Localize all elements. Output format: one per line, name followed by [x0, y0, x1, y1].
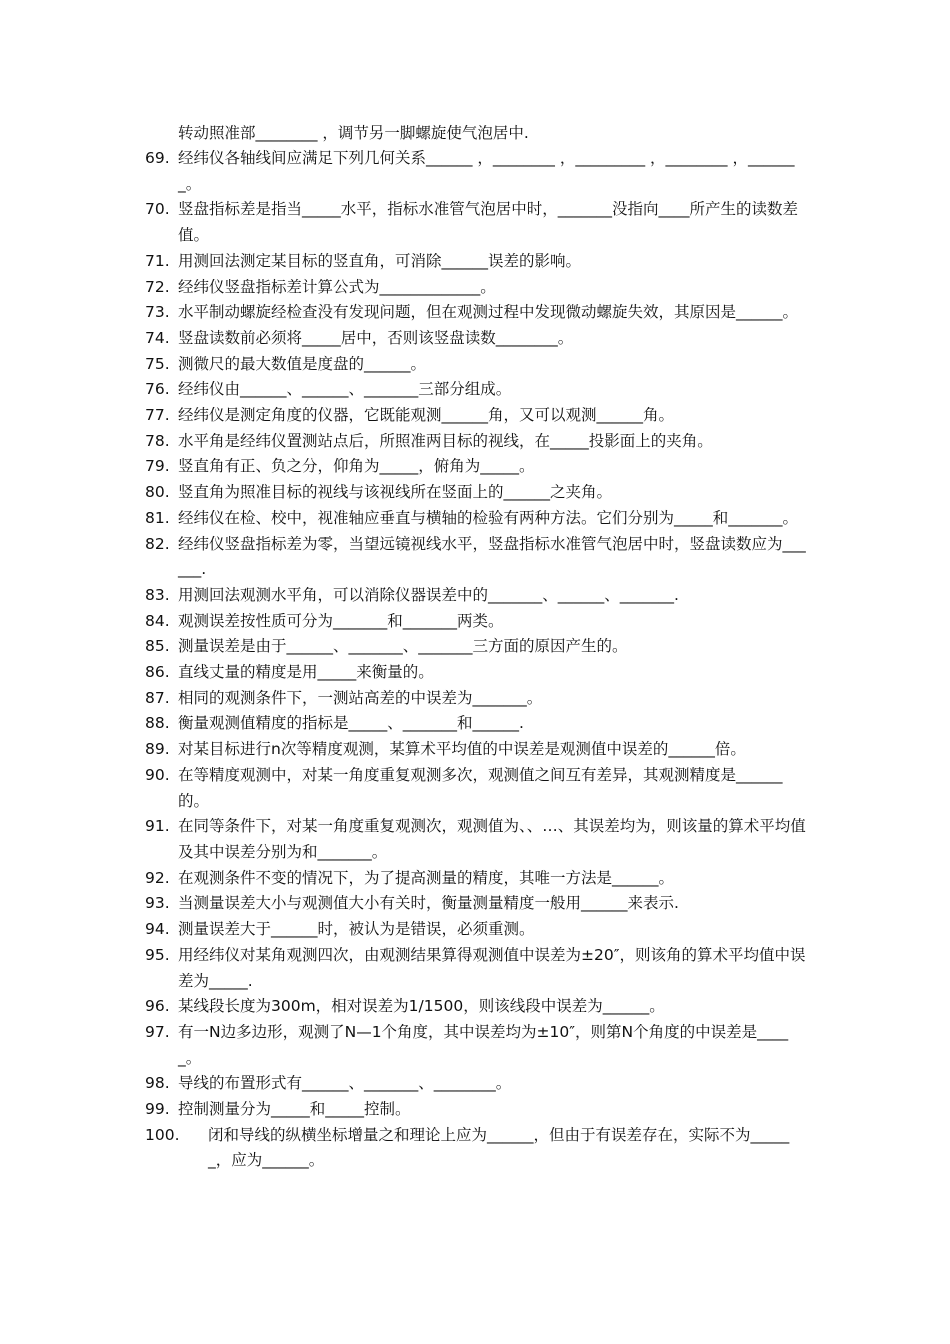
- question-item: [0, 634, 808, 660]
- question-text: 导线的布置形式有______、_______、________。: [178, 1074, 512, 1093]
- question-item: [0, 891, 808, 917]
- question-number: 87.: [145, 688, 170, 707]
- question-text: 闭和导线的纵横坐标增量之和理论上应为______，但由于有误差存在，实际不为______，应为______。: [208, 1125, 790, 1170]
- question-item: [0, 403, 808, 429]
- question-item: [0, 943, 808, 994]
- question-item: [0, 326, 808, 352]
- question-text: 水平制动螺旋经检查没有发现问题，但在观测过程中发现微动螺旋失效，其原因是______。: [178, 303, 799, 322]
- question-text: 竖直角为照准目标的视线与该视线所在竖面上的______之夹角。: [178, 483, 613, 502]
- question-number: 89.: [145, 740, 170, 759]
- question-item: [0, 352, 808, 378]
- question-item: [0, 1071, 808, 1097]
- question-item: [0, 300, 808, 326]
- question-item: [0, 994, 808, 1020]
- question-item: [0, 1020, 808, 1071]
- question-number: 83.: [145, 585, 170, 604]
- question-number: 75.: [145, 354, 170, 373]
- question-item: [0, 686, 808, 712]
- question-text: 在等精度观测中，对某一角度重复观测多次，观测值之间互有差异，其观测精度是______的。: [178, 765, 783, 810]
- question-number: 98.: [145, 1074, 170, 1093]
- question-text: 竖直角有正、负之分，仰角为_____，俯角为_____。: [178, 457, 535, 476]
- question-number: 99.: [145, 1100, 170, 1119]
- question-item: [0, 275, 808, 301]
- question-item: [0, 583, 808, 609]
- question-text: 测量误差大于______时，被认为是错误，必须重测。: [178, 920, 535, 939]
- question-item: [0, 711, 808, 737]
- question-item: [0, 737, 808, 763]
- question-number: 69.: [145, 149, 170, 167]
- question-item: [0, 454, 808, 480]
- question-item: [0, 146, 808, 197]
- continued-line: 转动照准部________ ，调节另一脚螺旋使气泡居中.: [178, 124, 529, 142]
- question-text: 经纬仪由______、______、_______三部分组成。: [178, 380, 512, 399]
- question-text: 经纬仪竖盘指标差计算公式为_____________。: [178, 277, 496, 296]
- question-text: 用经纬仪对某角观测四次，由观测结果算得观测值中误差为±20″，则该角的算术平均值中误差为_____.: [178, 945, 806, 990]
- question-number: 76.: [145, 380, 170, 399]
- question-number: 86.: [145, 663, 170, 682]
- question-number: 78.: [145, 431, 170, 450]
- question-text: 经纬仪在检、校中，视准轴应垂直与横轴的检验有两种方法。它们分别为_____和_______。: [178, 508, 799, 527]
- question-text: 相同的观测条件下，一测站高差的中误差为_______。: [178, 688, 543, 707]
- question-number: 97.: [145, 1022, 170, 1041]
- question-number: 96.: [145, 997, 170, 1016]
- question-item: [0, 814, 808, 865]
- question-text: 竖盘指标差是指当_____水平，指标水准管气泡居中时，_______没指向____所产生的读数差值。: [178, 200, 799, 245]
- question-text: 测微尺的最大数值是度盘的______。: [178, 354, 427, 373]
- question-number: 93.: [145, 894, 170, 913]
- question-text: 水平角是经纬仪置测站点后，所照准两目标的视线，在_____投影面上的夹角。: [178, 431, 713, 450]
- question-text: 经纬仪竖盘指标差为零，当望远镜视线水平，竖盘指标水准管气泡居中时，竖盘读数应为______.: [178, 534, 806, 579]
- question-item: [0, 1097, 808, 1123]
- question-item: [0, 866, 808, 892]
- question-text: 当测量误差大小与观测值大小有关时，衡量测量精度一般用______来表示.: [178, 894, 679, 913]
- question-text: 经纬仪是测定角度的仪器，它既能观测______角，又可以观测______角。: [178, 406, 675, 425]
- question-item: [0, 532, 808, 583]
- question-text: 竖盘读数前必须将_____居中，否则该竖盘读数________。: [178, 328, 574, 347]
- question-text: 测量误差是由于______、_______、_______三方面的原因产生的。: [178, 637, 628, 656]
- question-number: 81.: [145, 508, 170, 527]
- question-text: 某线段长度为300m，相对误差为1/1500，则该线段中误差为______。: [178, 997, 665, 1016]
- question-number: 79.: [145, 457, 170, 476]
- question-number: 100.: [145, 1125, 180, 1144]
- question-item: [0, 660, 808, 686]
- question-text: 经纬仪各轴线间应满足下列几何关系______ ，________ ，_________ ，________ ，_______。: [178, 149, 795, 193]
- question-text: 对某目标进行n次等精度观测，某算术平均值的中误差是观测值中误差的______倍。: [178, 740, 746, 759]
- question-number: 73.: [145, 303, 170, 322]
- question-text: 在观测条件不变的情况下，为了提高测量的精度，其唯一方法是______。: [178, 868, 675, 887]
- question-item: [0, 763, 808, 814]
- question-item: [0, 1123, 808, 1174]
- question-text: 用测回法观测水平角，可以消除仪器误差中的_______、______、_______.: [178, 585, 679, 604]
- question-number: 70.: [145, 200, 170, 219]
- question-text: 控制测量分为_____和_____控制。: [178, 1100, 411, 1119]
- question-number: 77.: [145, 406, 170, 425]
- question-text: 观测误差按性质可分为_______和_______两类。: [178, 611, 504, 630]
- question-number: 72.: [145, 277, 170, 296]
- question-list: [0, 146, 950, 1174]
- question-item: [0, 480, 808, 506]
- question-item: [0, 609, 808, 635]
- question-item: [0, 917, 808, 943]
- question-item: [0, 249, 808, 275]
- question-item: [0, 197, 808, 248]
- question-number: 85.: [145, 637, 170, 656]
- question-number: 92.: [145, 868, 170, 887]
- question-text: 衡量观测值精度的指标是_____、_______和______.: [178, 714, 524, 733]
- question-number: 71.: [145, 251, 170, 270]
- question-text: 有一N边多边形，观测了N—1个角度，其中误差均为±10″，则第N个角度的中误差是_____。: [178, 1022, 789, 1067]
- question-number: 95.: [145, 945, 170, 964]
- question-item: [0, 506, 808, 532]
- question-number: 88.: [145, 714, 170, 733]
- question-number: 74.: [145, 328, 170, 347]
- question-number: 82.: [145, 534, 170, 553]
- question-number: 84.: [145, 611, 170, 630]
- question-number: 91.: [145, 817, 170, 836]
- question-text: 在同等条件下，对某一角度重复观测次，观测值为、、…、其误差均为，则该量的算术平均值及其中误差分别为和_______。: [178, 817, 806, 861]
- question-text: 用测回法测定某目标的竖直角，可消除______误差的影响。: [178, 251, 582, 270]
- question-text: 直线丈量的精度是用_____来衡量的。: [178, 663, 434, 682]
- question-number: 80.: [145, 483, 170, 502]
- question-number: 90.: [145, 765, 170, 784]
- question-item: [0, 429, 808, 455]
- question-number: 94.: [145, 920, 170, 939]
- question-item: [0, 377, 808, 403]
